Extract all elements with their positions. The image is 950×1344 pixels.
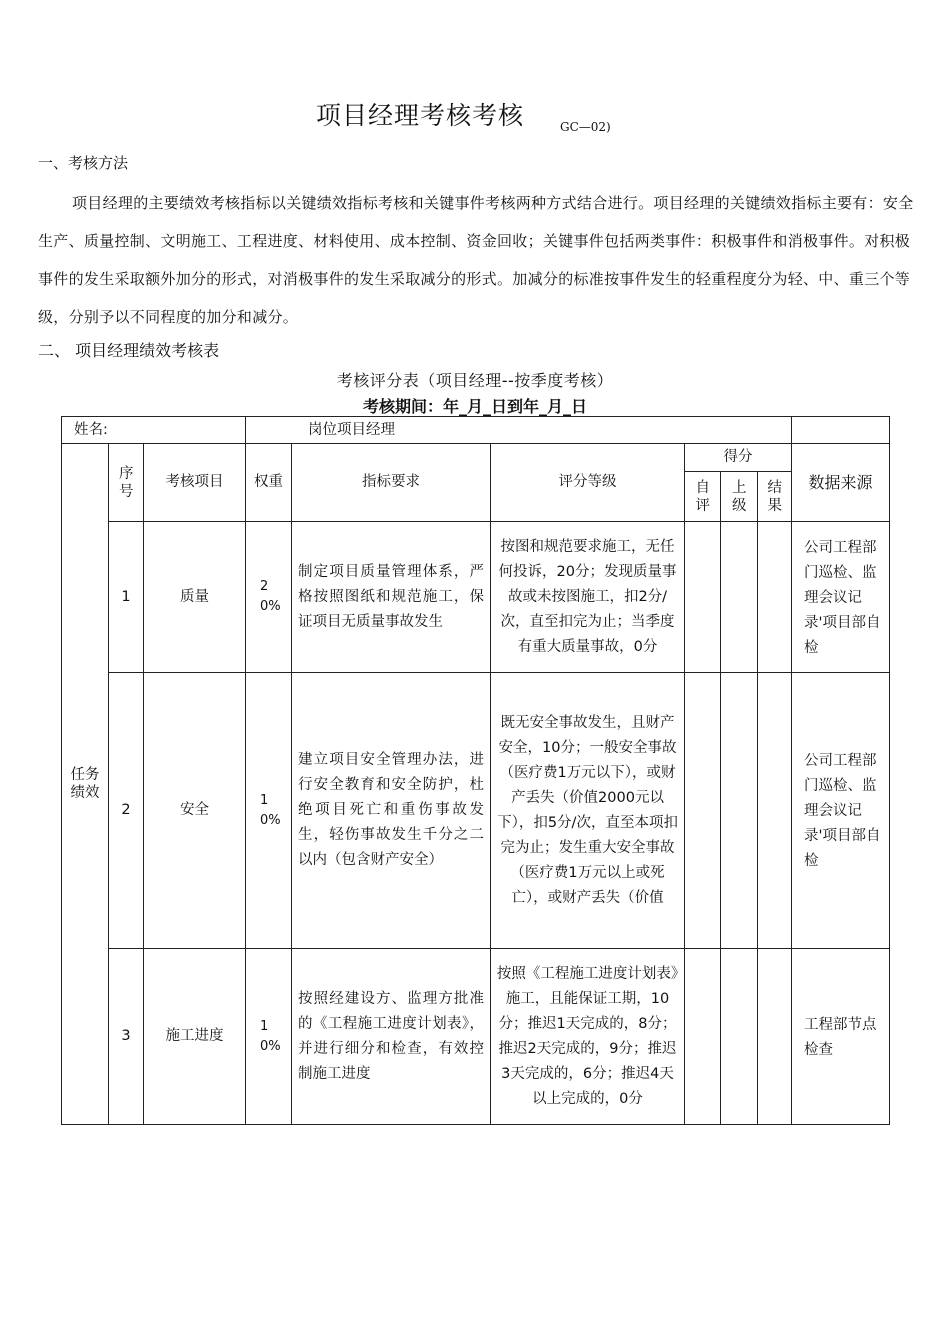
section-heading-table: 二、 项目经理绩效考核表 [38, 341, 220, 360]
row-seq: 3 [109, 949, 144, 1125]
row-self-score[interactable] [685, 522, 721, 673]
document-title: 项目经理考核考核 [316, 101, 525, 130]
row-weight: 10% [246, 673, 292, 949]
header-empty-cell [792, 417, 890, 444]
table-row [62, 949, 890, 1125]
header-weight: 权重 [246, 444, 292, 522]
header-score: 得分 [685, 444, 792, 472]
header-grade: 评分等级 [491, 444, 685, 522]
row-self-score[interactable] [685, 949, 721, 1125]
row-superior-score[interactable] [721, 673, 758, 949]
row-weight: 20% [246, 522, 292, 673]
header-requirement: 指标要求 [292, 444, 491, 522]
header-self: 自评 [685, 472, 721, 522]
header-seq: 序号 [109, 444, 144, 522]
row-self-score[interactable] [685, 673, 721, 949]
row-requirement: 制定项目质量管理体系，严格按照图纸和规范施工，保证项目无质量事故发生 [292, 522, 491, 673]
header-result: 结果 [758, 472, 792, 522]
name-label-cell: 姓名: [62, 417, 246, 444]
row-grade: 按照《工程施工进度计划表》施工，且能保证工期，10分；推迟1天完成的，8分；推迟2天完成的，9分；推迟3天完成的，6分；推迟4天以上完成的，0分 [491, 949, 685, 1125]
row-grade: 按图和规范要求施工，无任何投诉，20分；发现质量事故或未按图施工，扣2分/次，直至扣完为止；当季度有重大质量事故，0分 [491, 522, 685, 673]
table-period: 考核期间：年_月_日到年_月_日 [362, 397, 587, 416]
document-code: GC—02) [560, 120, 611, 134]
category-label: 任务绩效 [70, 767, 100, 801]
position-label-cell: 岗位项目经理 [246, 417, 792, 444]
header-source: 数据来源 [792, 444, 890, 522]
section-heading-method: 一、考核方法 [38, 154, 129, 172]
row-seq: 1 [109, 522, 144, 673]
row-superior-score[interactable] [721, 949, 758, 1125]
row-weight: 10% [246, 949, 292, 1125]
row-source: 公司工程部门巡检、监理会议记录'项目部自检 [792, 673, 890, 949]
row-item: 质量 [144, 522, 246, 673]
section-body-method: 项目经理的主要绩效考核指标以关键绩效指标考核和关键事件考核两种方式结合进行。项目经理的关键绩效指标主要有：安全生产、质量控制、文明施工、工程进度、材料使用、成本控制、资金回收；关键事件包括两类事件：积极事件和消极事件。对积极事件的发生采取额外加分的形式，对消极事件的发生采取减分的形式。加减分的标准按事件发生的轻重程度分为轻、中、重三个等级，分别予以不同程度的加分和减分。 [38, 194, 914, 326]
table-row [62, 673, 890, 949]
row-requirement: 按照经建设方、监理方批准的《工程施工进度计划表》，并进行细分和检查，有效控制施工进度 [292, 949, 491, 1125]
row-source: 工程部节点检查 [792, 949, 890, 1125]
row-requirement: 建立项目安全管理办法，进行安全教育和安全防护，杜绝项目死亡和重伤事故发生，轻伤事故发生千分之二以内（包含财产安全） [292, 673, 491, 949]
row-seq: 2 [109, 673, 144, 949]
row-item: 施工进度 [144, 949, 246, 1125]
table-row [62, 522, 890, 673]
row-result-score[interactable] [758, 522, 792, 673]
row-source: 公司工程部门巡检、监理会议记录'项目部自检 [792, 522, 890, 673]
header-item: 考核项目 [144, 444, 246, 522]
row-item: 安全 [144, 673, 246, 949]
category-cell [62, 444, 109, 1125]
row-superior-score[interactable] [721, 522, 758, 673]
row-result-score[interactable] [758, 673, 792, 949]
row-grade: 既无安全事故发生，且财产安全，10分；一般安全事故（医疗费1万元以下），或财产丢失（价值2000元以下），扣5分/次，直至本项扣完为止；发生重大安全事故（医疗费1万元以上或死亡），或财产丢失（价值 [491, 673, 685, 949]
row-result-score[interactable] [758, 949, 792, 1125]
header-superior: 上级 [721, 472, 758, 522]
assessment-table [61, 416, 890, 1125]
table-caption: 考核评分表（项目经理--按季度考核） [336, 371, 614, 390]
